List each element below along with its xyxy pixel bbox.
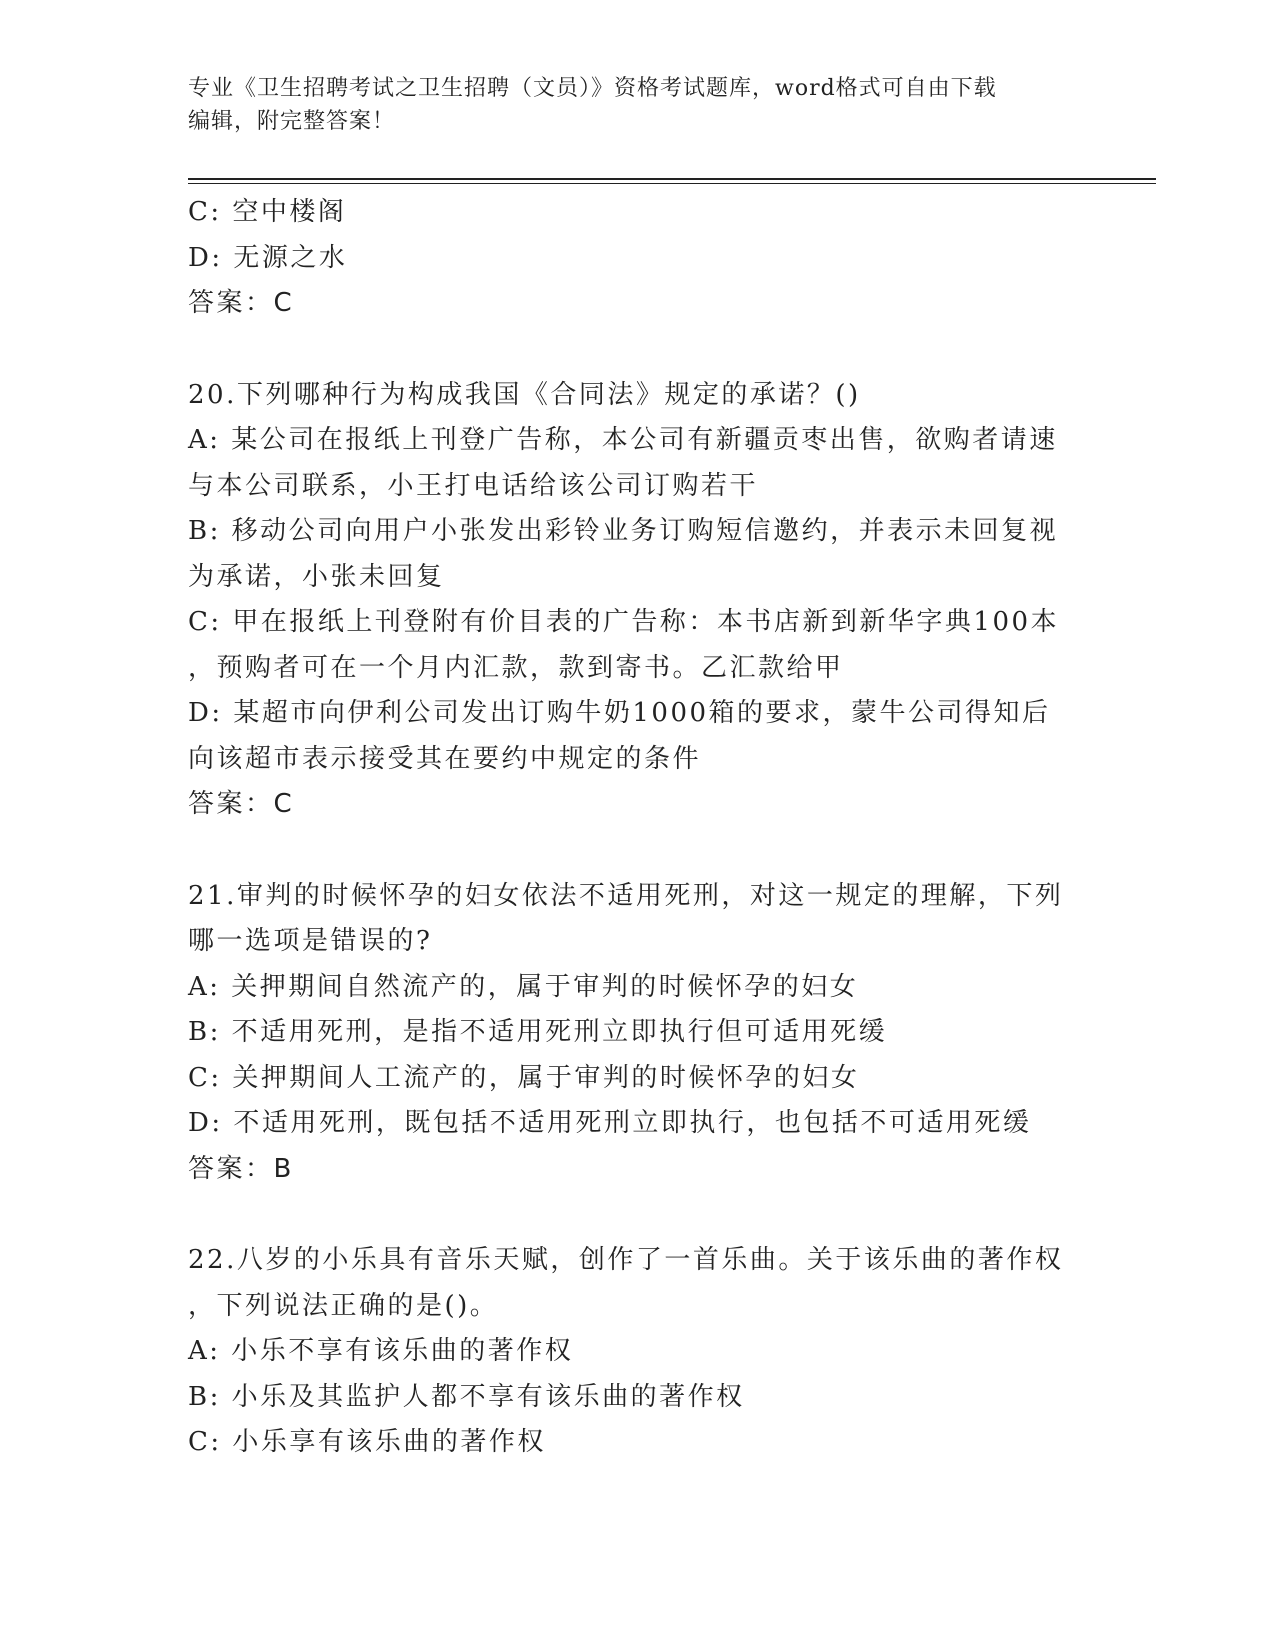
q20-answer: 答案：C bbox=[188, 789, 295, 819]
q20-option-a-line-1: A: 某公司在报纸上刊登广告称，本公司有新疆贡枣出售，欲购者请速 bbox=[188, 425, 1058, 455]
q20-option-c-line-2: ，预购者可在一个月内汇款，款到寄书。乙汇款给甲 bbox=[188, 652, 844, 683]
header-divider bbox=[188, 178, 1156, 184]
q20-option-b-line-2: 为承诺，小张未回复 bbox=[188, 561, 445, 592]
q19-option-d: D: 无源之水 bbox=[188, 242, 348, 273]
q20-stem: 20.下列哪种行为构成我国《合同法》规定的承诺？() bbox=[188, 379, 861, 410]
q21-option-b: B: 不适用死刑，是指不适用死刑立即执行但可适用死缓 bbox=[188, 1017, 888, 1047]
spacer bbox=[188, 1192, 1088, 1238]
spacer bbox=[188, 828, 1088, 874]
page-header bbox=[188, 72, 1088, 138]
q20-option-b-line-1: B: 移动公司向用户小张发出彩铃业务订购短信邀约，并表示未回复视 bbox=[188, 516, 1059, 546]
question-22 bbox=[188, 1238, 1088, 1466]
q20-option-c-line-1: C: 甲在报纸上刊登附有价目表的广告称：本书店新到新华字典100本 bbox=[188, 607, 1060, 637]
q20-option-d-line-1: D: 某超市向伊利公司发出订购牛奶1000箱的要求，蒙牛公司得知后 bbox=[188, 698, 1051, 728]
q22-stem-line-1: 22.八岁的小乐具有音乐天赋，创作了一首乐曲。关于该乐曲的著作权 bbox=[188, 1245, 1064, 1275]
question-21 bbox=[188, 874, 1088, 1193]
question-19-tail bbox=[188, 190, 1088, 327]
q21-option-a: A: 关押期间自然流产的，属于审判的时候怀孕的妇女 bbox=[188, 971, 859, 1002]
q22-option-b: B: 小乐及其监护人都不享有该乐曲的著作权 bbox=[188, 1381, 745, 1412]
q21-option-d: D: 不适用死刑，既包括不适用死刑立即执行，也包括不可适用死缓 bbox=[188, 1108, 1032, 1138]
q21-stem-line-1: 21.审判的时候怀孕的妇女依法不适用死刑，对这一规定的理解，下列 bbox=[188, 880, 1064, 911]
header-line-2: 编辑，附完整答案！ bbox=[188, 109, 396, 134]
question-content bbox=[188, 190, 1088, 1466]
q22-option-c: C: 小乐享有该乐曲的著作权 bbox=[188, 1427, 546, 1457]
q21-answer: 答案：B bbox=[188, 1153, 294, 1184]
q19-answer: 答案：C bbox=[188, 288, 295, 318]
q19-option-c: C: 空中楼阁 bbox=[188, 197, 347, 227]
q20-option-a-line-2: 与本公司联系，小王打电话给该公司订购若干 bbox=[188, 470, 759, 501]
q22-option-a: A: 小乐不享有该乐曲的著作权 bbox=[188, 1336, 574, 1366]
spacer bbox=[188, 327, 1088, 373]
q21-stem-line-2: 哪一选项是错误的? bbox=[188, 926, 433, 956]
header-line-1: 专业《卫生招聘考试之卫生招聘（文员）》资格考试题库，word格式可自由下载 bbox=[188, 76, 997, 101]
q21-option-c: C: 关押期间人工流产的，属于审判的时候怀孕的妇女 bbox=[188, 1062, 860, 1093]
q20-option-d-line-2: 向该超市表示接受其在要约中规定的条件 bbox=[188, 743, 702, 774]
question-20 bbox=[188, 373, 1088, 828]
q22-stem-line-2: ，下列说法正确的是()。 bbox=[188, 1290, 499, 1321]
